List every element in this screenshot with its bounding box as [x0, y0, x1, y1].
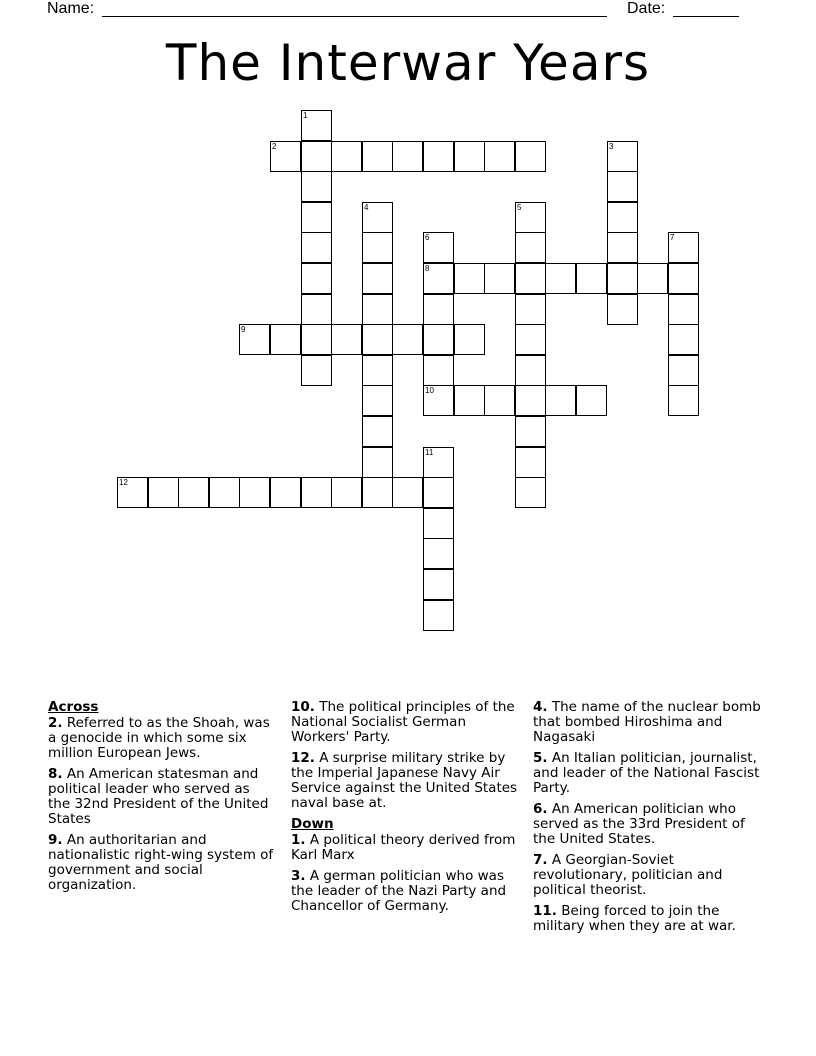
clue-number: 3. [291, 868, 306, 884]
grid-cell[interactable] [454, 263, 485, 294]
grid-cell[interactable] [454, 141, 485, 172]
grid-cell[interactable] [454, 385, 485, 416]
grid-cell[interactable] [484, 263, 515, 294]
grid-cell[interactable] [362, 416, 393, 447]
clue-number: 5. [533, 750, 548, 766]
grid-cell[interactable] [668, 355, 699, 386]
clue-number: 6. [533, 801, 548, 817]
name-label: Name: [47, 0, 95, 17]
grid-cell[interactable] [301, 110, 332, 141]
clue-down-1 [291, 833, 519, 863]
clue-down-7 [533, 853, 769, 898]
grid-cell[interactable] [607, 141, 638, 172]
grid-cell[interactable] [607, 202, 638, 233]
grid-cell[interactable] [576, 263, 607, 294]
cell-number: 5 [517, 203, 522, 212]
clue-down-5 [533, 751, 769, 796]
grid-cell[interactable] [239, 324, 270, 355]
clue-down-3 [291, 869, 519, 914]
grid-cell[interactable] [423, 477, 454, 508]
grid-cell[interactable] [301, 141, 332, 172]
grid-cell[interactable] [454, 324, 485, 355]
grid-cell[interactable] [301, 263, 332, 294]
grid-cell[interactable] [607, 232, 638, 263]
clue-across-12 [291, 751, 519, 811]
clue-text: A political theory derived from Karl Marx [291, 832, 516, 863]
cell-number: 7 [670, 233, 675, 242]
grid-cell[interactable] [668, 385, 699, 416]
clue-number: 1. [291, 832, 306, 848]
clue-text: An Italian politician, journalist, and leader of the National Fascist Party. [533, 750, 760, 796]
date-field[interactable] [673, 16, 739, 17]
cell-number: 4 [364, 203, 369, 212]
clue-across-8 [48, 767, 276, 827]
grid-cell[interactable] [301, 324, 332, 355]
grid-cell[interactable] [301, 202, 332, 233]
grid-cell[interactable] [484, 141, 515, 172]
grid-cell[interactable] [331, 141, 362, 172]
cell-number: 3 [609, 142, 614, 151]
grid-cell[interactable] [423, 141, 454, 172]
clue-number: 4. [533, 699, 548, 715]
grid-cell[interactable] [362, 477, 393, 508]
date-label: Date: [627, 0, 666, 17]
grid-cell[interactable] [362, 141, 393, 172]
clue-number: 12. [291, 750, 315, 766]
cell-number: 10 [425, 386, 434, 395]
clue-number: 9. [48, 832, 63, 848]
grid-cell[interactable] [178, 477, 209, 508]
grid-cell[interactable] [301, 294, 332, 325]
grid-cell[interactable] [331, 477, 362, 508]
cell-number: 8 [425, 264, 430, 273]
grid-cell[interactable] [515, 232, 546, 263]
clue-text: A german politician who was the leader of the Nazi Party and Chancellor of Germany. [291, 868, 507, 914]
grid-cell[interactable] [423, 508, 454, 539]
grid-cell[interactable] [392, 324, 423, 355]
grid-cell[interactable] [423, 355, 454, 386]
clue-across-2 [48, 716, 276, 761]
clue-text: Being forced to join the military when they are at war. [533, 903, 736, 934]
clue-number: 2. [48, 715, 63, 731]
clue-text: An authoritarian and nationalistic right-wing system of government and social organization. [48, 832, 274, 893]
grid-cell[interactable] [423, 232, 454, 263]
grid-cell[interactable] [668, 263, 699, 294]
grid-cell[interactable] [270, 477, 301, 508]
grid-cell[interactable] [362, 202, 393, 233]
grid-cell[interactable] [637, 263, 668, 294]
grid-cell[interactable] [117, 477, 148, 508]
clue-text: The name of the nuclear bomb that bombed Hiroshima and Nagasaki [533, 699, 761, 745]
grid-cell[interactable] [301, 355, 332, 386]
grid-cell[interactable] [423, 385, 454, 416]
grid-cell[interactable] [668, 324, 699, 355]
grid-cell[interactable] [515, 263, 546, 294]
clue-column-2 [291, 700, 519, 920]
clue-text: A Georgian-Soviet revolutionary, politician and political theorist. [533, 852, 723, 898]
grid-cell[interactable] [668, 232, 699, 263]
clue-text: An American politician who served as the 33rd President of the United States. [533, 801, 745, 847]
grid-cell[interactable] [515, 355, 546, 386]
grid-cell[interactable] [392, 141, 423, 172]
clue-down-11 [533, 904, 769, 934]
grid-cell[interactable] [668, 294, 699, 325]
grid-cell[interactable] [607, 171, 638, 202]
grid-cell[interactable] [301, 232, 332, 263]
cell-number: 2 [272, 142, 277, 151]
clue-across-10 [291, 700, 519, 745]
across-heading: Across [48, 699, 99, 715]
grid-cell[interactable] [545, 263, 576, 294]
grid-cell[interactable] [515, 324, 546, 355]
grid-cell[interactable] [270, 141, 301, 172]
grid-cell[interactable] [423, 324, 454, 355]
grid-cell[interactable] [515, 294, 546, 325]
clue-column-1 [48, 700, 276, 899]
grid-cell[interactable] [515, 141, 546, 172]
grid-cell[interactable] [148, 477, 179, 508]
grid-cell[interactable] [545, 385, 576, 416]
grid-cell[interactable] [423, 538, 454, 569]
grid-cell[interactable] [607, 263, 638, 294]
grid-cell[interactable] [362, 447, 393, 478]
grid-cell[interactable] [607, 294, 638, 325]
grid-cell[interactable] [362, 294, 393, 325]
grid-cell[interactable] [423, 569, 454, 600]
grid-cell[interactable] [209, 477, 240, 508]
grid-cell[interactable] [392, 477, 423, 508]
grid-cell[interactable] [331, 324, 362, 355]
grid-cell[interactable] [515, 385, 546, 416]
grid-cell[interactable] [301, 171, 332, 202]
grid-cell[interactable] [239, 477, 270, 508]
name-field[interactable] [102, 16, 607, 17]
clue-number: 10. [291, 699, 315, 715]
grid-cell[interactable] [362, 324, 393, 355]
grid-cell[interactable] [301, 477, 332, 508]
grid-cell[interactable] [423, 447, 454, 478]
grid-cell[interactable] [362, 385, 393, 416]
clue-number: 11. [533, 903, 557, 919]
grid-cell[interactable] [423, 263, 454, 294]
grid-cell[interactable] [362, 355, 393, 386]
header [0, 0, 816, 22]
cell-number: 1 [303, 111, 308, 120]
grid-cell[interactable] [515, 477, 546, 508]
clue-text: Referred to as the Shoah, was a genocide in which some six million European Jews. [48, 715, 270, 761]
cell-number: 11 [425, 448, 434, 457]
cell-number: 9 [241, 325, 246, 334]
cell-number: 12 [119, 478, 128, 487]
clue-across-9 [48, 833, 276, 893]
grid-cell[interactable] [270, 324, 301, 355]
clue-down-4 [533, 700, 769, 745]
grid-cell[interactable] [515, 416, 546, 447]
grid-cell[interactable] [484, 385, 515, 416]
grid-cell[interactable] [423, 294, 454, 325]
grid-cell[interactable] [576, 385, 607, 416]
grid-cell[interactable] [423, 600, 454, 631]
down-heading: Down [291, 816, 334, 832]
grid-cell[interactable] [515, 447, 546, 478]
cell-number: 6 [425, 233, 430, 242]
clue-column-3 [533, 700, 769, 940]
clue-number: 8. [48, 766, 63, 782]
clue-number: 7. [533, 852, 548, 868]
clue-down-6 [533, 802, 769, 847]
grid-cell[interactable] [362, 263, 393, 294]
clue-text: A surprise military strike by the Imperial Japanese Navy Air Service against the United States naval base at. [291, 750, 518, 811]
grid-cell[interactable] [362, 232, 393, 263]
clue-text: An American statesman and political leader who served as the 32nd President of the United States [48, 766, 269, 827]
grid-cell[interactable] [515, 202, 546, 233]
clue-text: The political principles of the National Socialist German Workers' Party. [291, 699, 515, 745]
page-title: The Interwar Years [165, 34, 651, 92]
